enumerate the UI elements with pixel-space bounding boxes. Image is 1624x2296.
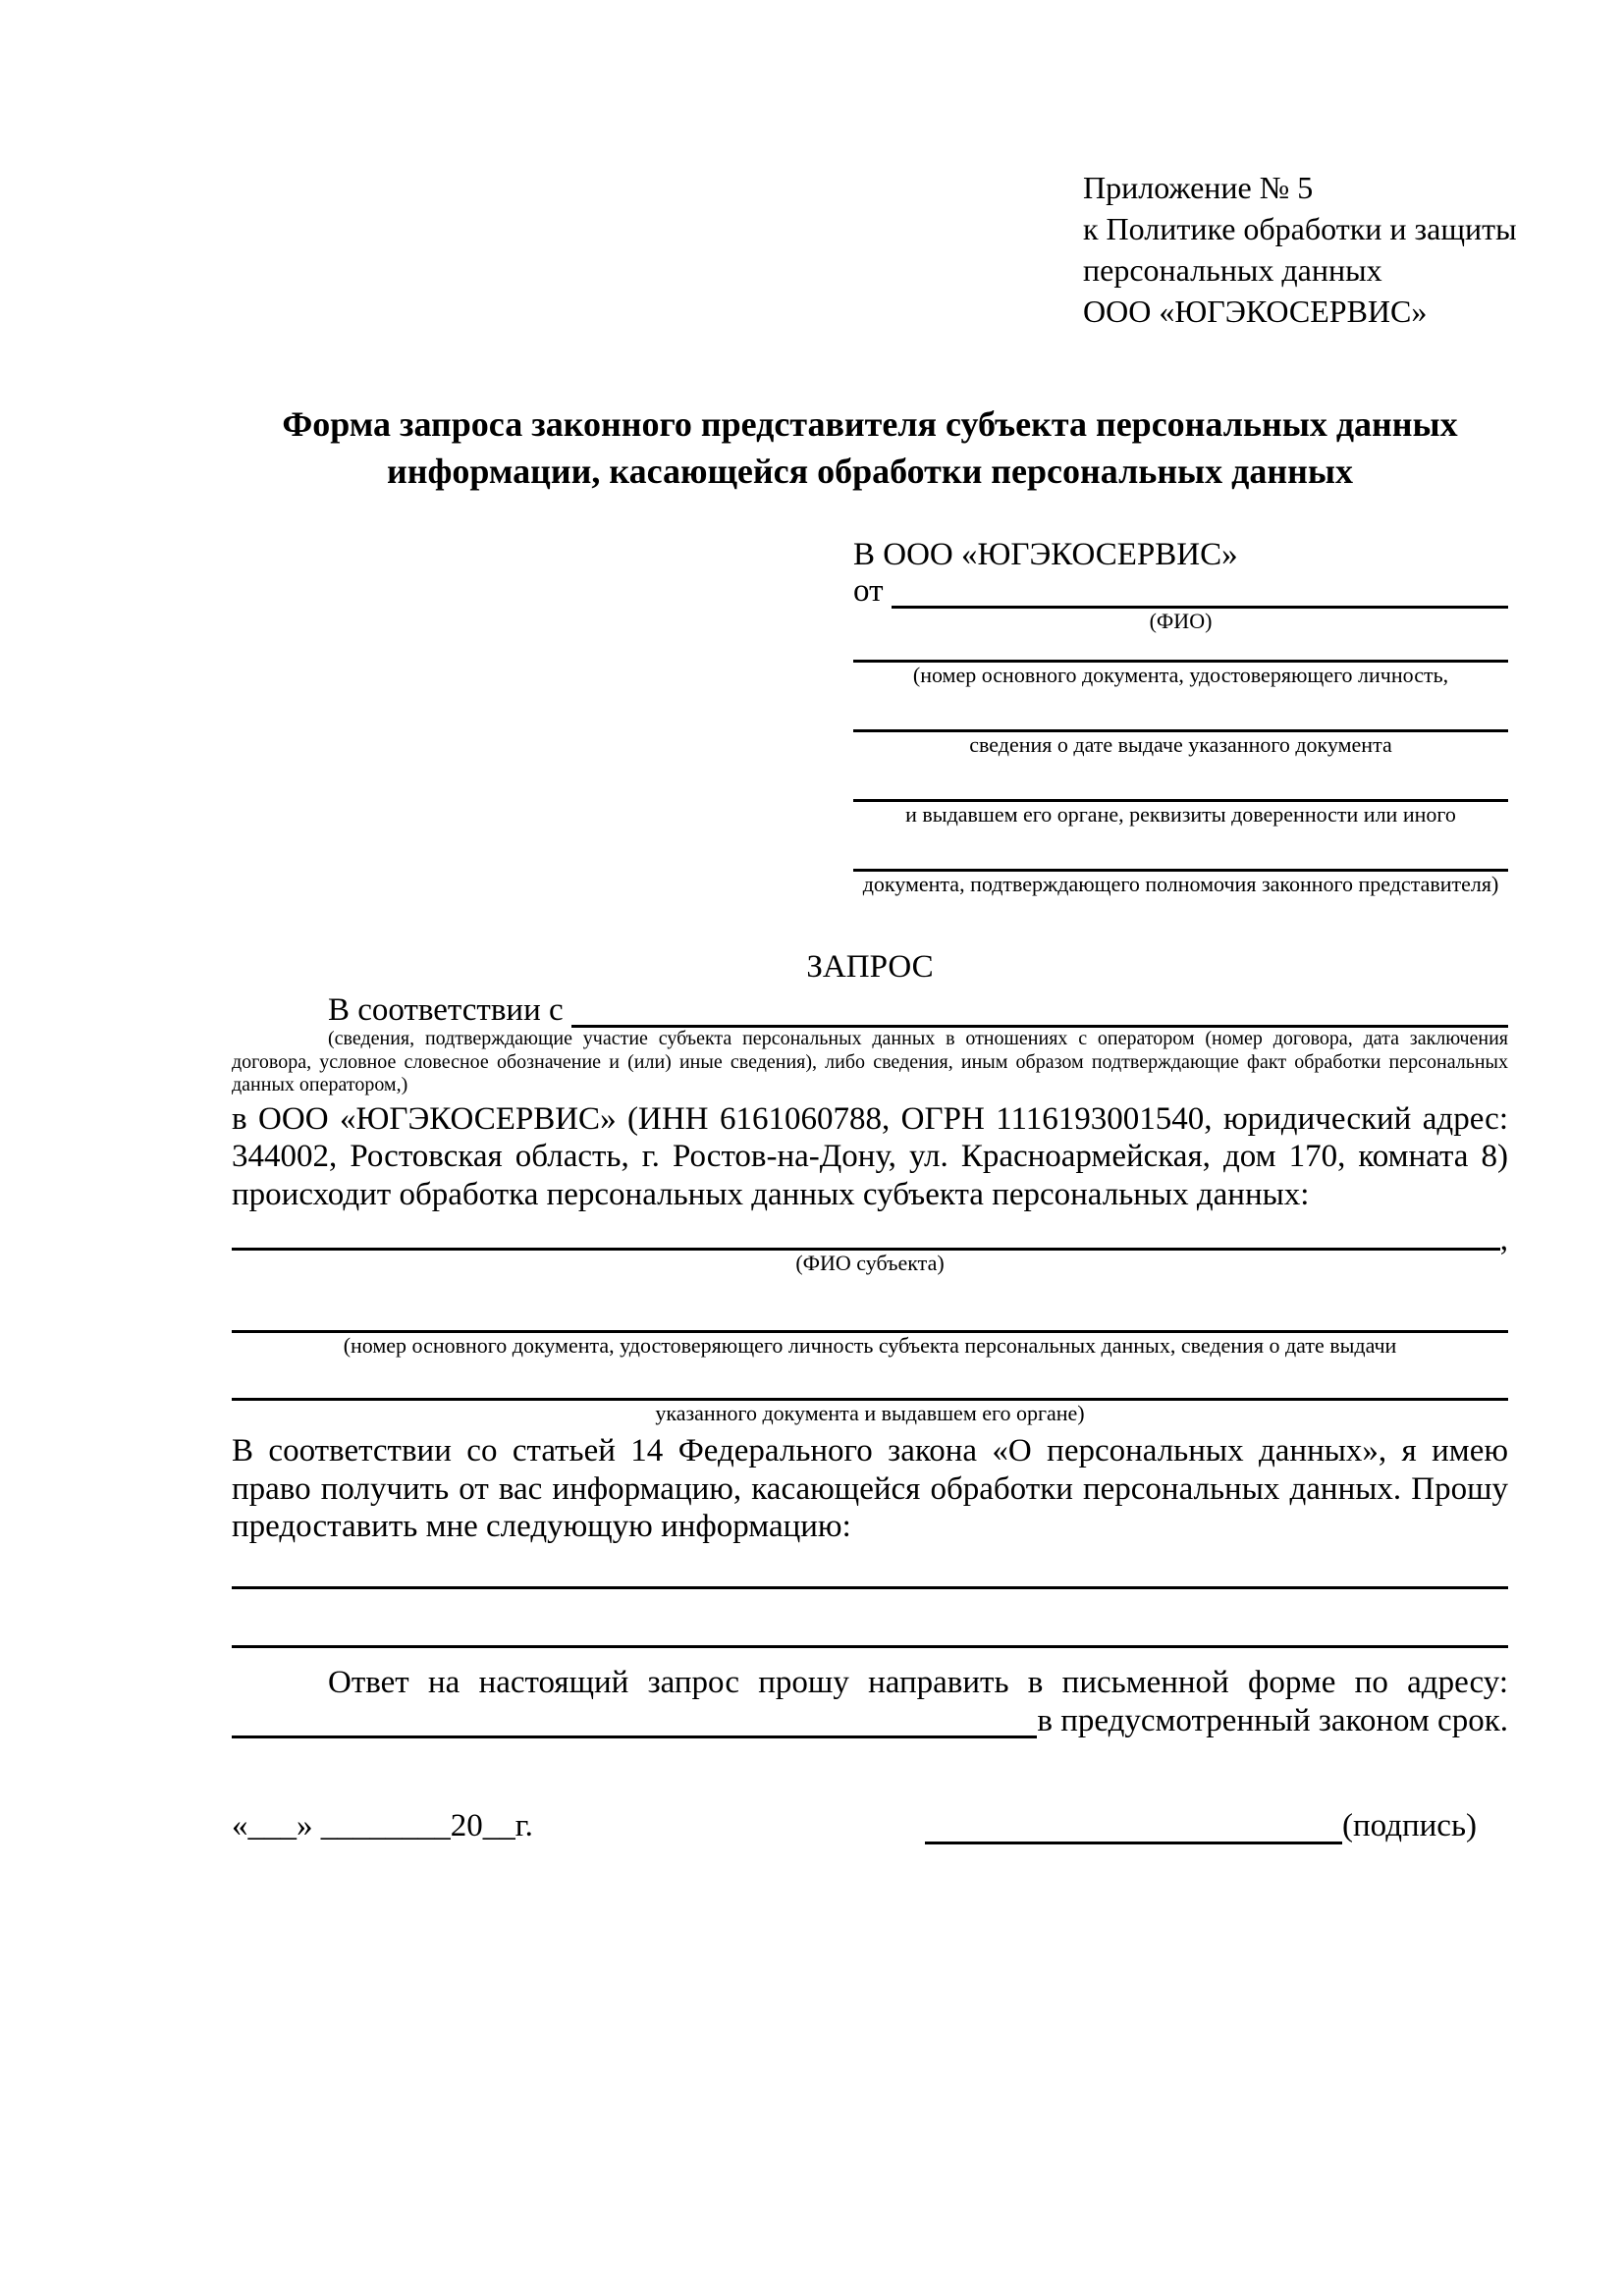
appendix-block bbox=[1083, 167, 1517, 332]
addressee-block bbox=[853, 536, 1508, 897]
date-line: «___» ________20__г. bbox=[232, 1807, 533, 1843]
footer-row bbox=[232, 1807, 1508, 1844]
form-title bbox=[232, 400, 1508, 495]
rep-doc-caption-4: документа, подтверждающего полномочия законного представителя) bbox=[862, 872, 1499, 896]
subject-doc-field-1[interactable] bbox=[232, 1305, 1508, 1333]
subject-doc-caption-2: указанного документа и выдавшем его органе) bbox=[655, 1401, 1085, 1425]
rep-doc-group-2 bbox=[853, 704, 1508, 758]
operator-paragraph: в ООО «ЮГЭКОСЕРВИС» (ИНН 6161060788, ОГРН 1116193001540, юридический адрес: 344002, Ростовская область, г. Ростов-на-Дону, ул. Красноармейская, дом 170, комната 8) происходит обработка персональных данных субъекта персональных данных: bbox=[232, 1100, 1508, 1212]
law-paragraph: В соответствии со статьей 14 Федерального закона «О персональных данных», я имею право получить от вас информацию, касающейся обработки персональных данных. Прошу предоставить мне следующую информацию: bbox=[232, 1433, 1508, 1544]
rep-doc-caption-2: сведения о дате выдаче указанного документа bbox=[969, 732, 1392, 757]
rep-doc-caption-1: (номер основного документа, удостоверяющего личность, bbox=[912, 663, 1449, 687]
fio-caption: (ФИО) bbox=[1149, 609, 1213, 633]
trailing-comma: , bbox=[1499, 1222, 1508, 1257]
form-title-line1: Форма запроса законного представителя субъекта персональных данных bbox=[282, 404, 1458, 444]
subject-doc-group-2 bbox=[232, 1372, 1508, 1426]
rep-doc-group-4 bbox=[853, 843, 1508, 897]
addressee-company: В ООО «ЮГЭКОСЕРВИС» bbox=[853, 537, 1238, 572]
basis-label: В соответствии с bbox=[328, 992, 571, 1028]
info-request-field-1[interactable] bbox=[232, 1567, 1508, 1589]
subject-doc-caption-1: (номер основного документа, удостоверяющего личность субъекта персональных данных, сведения о дате выдачи bbox=[343, 1333, 1397, 1358]
rep-doc-field-1[interactable] bbox=[853, 634, 1508, 663]
reply-suffix: в предусмотренный законом срок. bbox=[1037, 1702, 1508, 1738]
rep-doc-group-1 bbox=[853, 634, 1508, 688]
request-heading: ЗАПРОС bbox=[806, 949, 934, 985]
signature-group bbox=[925, 1807, 1477, 1844]
info-request-field-2[interactable] bbox=[232, 1626, 1508, 1648]
appendix-line: персональных данных bbox=[1083, 252, 1382, 288]
from-label: от bbox=[853, 573, 892, 609]
appendix-line: ООО «ЮГЭКОСЕРВИС» bbox=[1083, 294, 1428, 329]
signature-caption: (подпись) bbox=[1342, 1807, 1477, 1843]
representative-fio-field[interactable] bbox=[892, 573, 1508, 609]
reply-address-row bbox=[232, 1703, 1508, 1738]
document-content bbox=[232, 0, 1517, 1844]
reply-address-field[interactable] bbox=[232, 1703, 1037, 1738]
appendix-line: Приложение № 5 bbox=[1083, 170, 1314, 205]
reply-paragraph: Ответ на настоящий запрос прошу направить в письменной форме по адресу: bbox=[328, 1664, 1508, 1700]
rep-doc-field-3[interactable] bbox=[853, 774, 1508, 802]
from-row bbox=[853, 573, 1508, 609]
appendix-line: к Политике обработки и защиты bbox=[1083, 211, 1517, 246]
basis-field[interactable] bbox=[571, 992, 1508, 1028]
subject-doc-field-2[interactable] bbox=[232, 1372, 1508, 1401]
form-title-line2: информации, касающейся обработки персональных данных bbox=[387, 452, 1353, 491]
rep-doc-caption-3: и выдавшем его органе, реквизиты доверенности или иного bbox=[905, 802, 1456, 827]
rep-doc-group-3 bbox=[853, 774, 1508, 828]
rep-doc-field-2[interactable] bbox=[853, 704, 1508, 732]
rep-doc-field-4[interactable] bbox=[853, 843, 1508, 872]
signature-field[interactable] bbox=[925, 1812, 1342, 1844]
basis-row bbox=[232, 992, 1508, 1028]
subject-doc-group-1 bbox=[232, 1305, 1508, 1359]
basis-caption: (сведения, подтверждающие участие субъекта персональных данных в отношениях с оператором (номер договора, дата заключения договора, условное словесное обозначение и (или) иные сведения), либо сведения, иным образом подтверждающие факт обработки персональных данных оператором,) bbox=[232, 1028, 1508, 1095]
subject-fio-caption: (ФИО субъекта) bbox=[795, 1251, 945, 1275]
subject-fio-row bbox=[232, 1222, 1508, 1257]
subject-fio-field[interactable] bbox=[232, 1229, 1500, 1251]
